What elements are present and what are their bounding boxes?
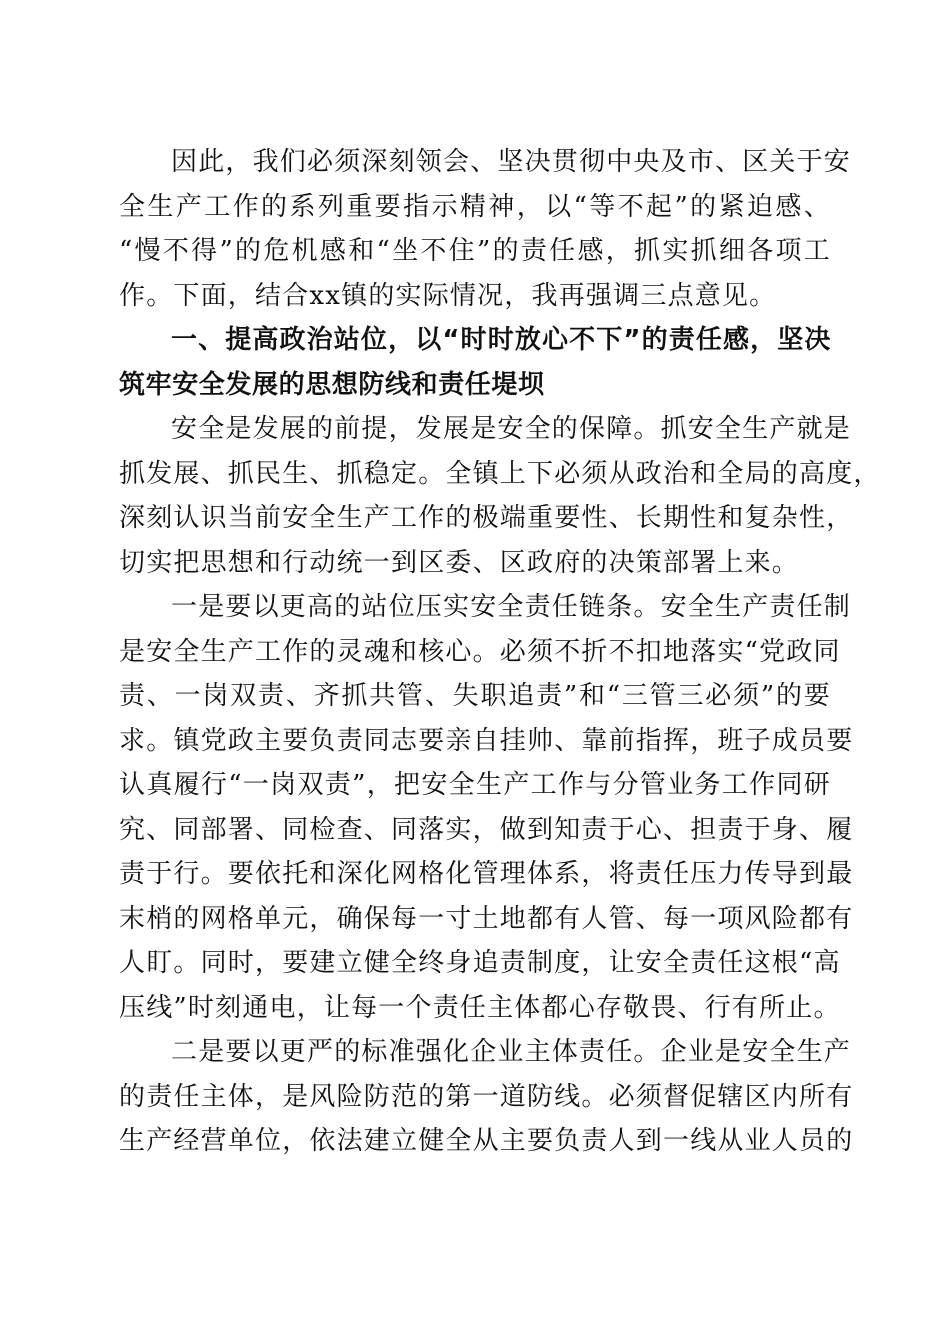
text-line: 的责任主体，是风险防范的第一道防线。必须督促辖区内所有 [119,1081,854,1112]
paragraph-responsibility-chain [119,585,854,1030]
text-line: 责、一岗双责、齐抓共管、失职追责”和“三管三必须”的要 [119,681,831,711]
text-line: 一是要以更高的站位压实安全责任链条。安全生产责任制 [171,592,852,622]
paragraph-enterprise-responsibility [119,1030,854,1164]
text-line: 究、同部署、同检查、同落实，做到知责于心、担责于身、履 [119,814,854,845]
text-line: 全生产工作的系列重要指示精神，以“等不起”的紧迫感、 [119,191,831,222]
text-line: 责于行。要依托和深化网格化管理体系，将责任压力传导到最 [119,859,854,889]
text-line: 求。镇党政主要负责同志要亲自挂帅、靠前指挥，班子成员要 [119,725,854,756]
document-body [119,140,881,1164]
text-line: 因此，我们必须深刻领会、坚决贯彻中央及市、区关于安 [171,147,852,177]
text-line: 安全是发展的前提，发展是安全的保障。抓安全生产就是 [171,414,852,444]
text-line: 抓发展、抓民生、抓稳定。全镇上下必须从政治和全局的高度， [119,458,881,489]
text-line: “慢不得”的危机感和“坐不住”的责任感，抓实抓细各项工 [119,236,831,266]
heading-line: 一、提高政治站位，以“时时放心不下”的责任感，坚决 [171,325,831,355]
text-line: 人盯。同时，要建立健全终身追责制度，让安全责任这根“高 [119,948,841,978]
text-line: 是安全生产工作的灵魂和核心。必须不折不扣地落实“党政同 [119,636,841,667]
text-line: 末梢的网格单元，确保每一寸土地都有人管、每一项风险都有 [119,903,854,934]
text-line: 切实把思想和行动统一到区委、区政府的决策部署上来。 [119,547,800,578]
text-line: 生产经营单位，依法建立健全从主要负责人到一线从业人员的 [119,1126,854,1156]
paragraph-safety-premise [119,407,881,585]
text-line: 作。下面，结合xx镇的实际情况，我再强调三点意见。 [119,280,777,311]
text-line: 二是要以更严的标准强化企业主体责任。企业是安全生产 [171,1037,852,1067]
heading-line: 筑牢安全发展的思想防线和责任堤坝 [119,369,545,400]
text-line: 压线”时刻通电，让每一个责任主体都心存敬畏、行有所止。 [119,992,841,1023]
paragraph-opening [119,140,852,318]
section-heading-1 [119,318,831,407]
text-line: 认真履行“一岗双责”，把安全生产工作与分管业务工作同研 [119,770,831,800]
text-line: 深刻认识当前安全生产工作的极端重要性、长期性和复杂性， [119,503,854,533]
